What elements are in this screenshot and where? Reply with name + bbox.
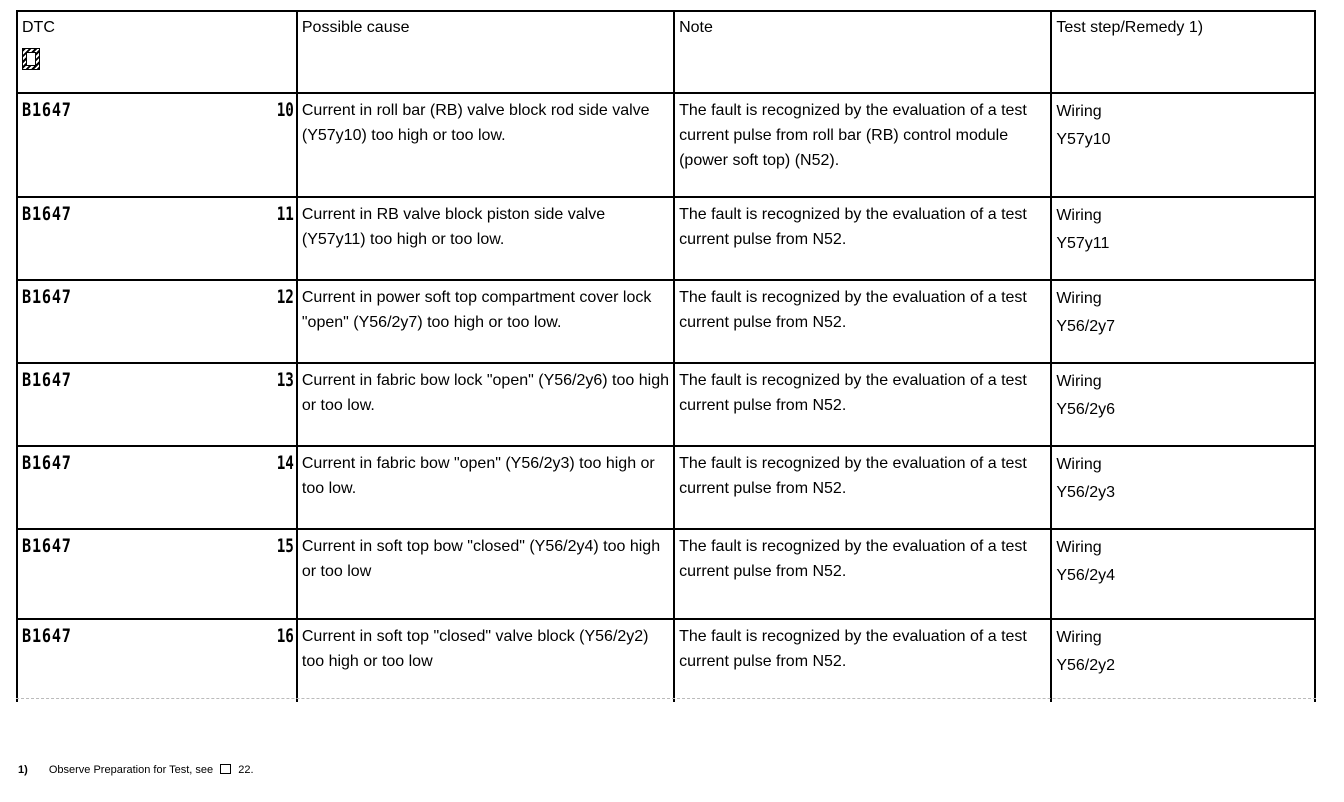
remedy-cell [1051,197,1315,280]
remedy-cell [1051,93,1315,197]
table-header-row [17,11,1315,93]
footnote-ref[interactable]: 22. [238,764,254,776]
dtc-subcode: 12 [276,286,294,308]
table-row [17,619,1315,702]
header-dtc [17,11,297,93]
table-row [17,446,1315,529]
header-dtc-label: DTC [22,19,55,36]
dtc-code: B1647 [22,369,72,391]
dtc-table [16,10,1316,702]
dtc-code: B1647 [22,535,72,557]
remedy-step[interactable]: Wiring [1056,456,1102,473]
header-remedy: Test step/Remedy 1) [1051,11,1315,93]
dtc-subcode: 16 [276,625,294,647]
dtc-code: B1647 [22,625,72,647]
cause-cell: Current in soft top bow "closed" (Y56/2y4) too high or too low [297,529,674,619]
remedy-component: Y56/2y3 [1056,484,1116,501]
table-row [17,93,1315,197]
remedy-component: Y56/2y4 [1056,567,1116,584]
footnote-text: Observe Preparation for Test, see [48,764,214,776]
remedy-step[interactable]: Wiring [1056,207,1102,224]
note-cell: The fault is recognized by the evaluation of a test current pulse from N52. [674,363,1051,446]
dtc-code: B1647 [22,286,72,308]
dtc-cell [17,619,297,702]
footnote-number: 1) [18,764,28,776]
dtc-cell [17,93,297,197]
remedy-component: Y56/2y2 [1056,657,1116,674]
remedy-cell [1051,446,1315,529]
table-row [17,363,1315,446]
remedy-step[interactable]: Wiring [1056,373,1102,390]
note-cell: The fault is recognized by the evaluation of a test current pulse from N52. [674,197,1051,280]
dtc-cell [17,280,297,363]
remedy-component: Y56/2y7 [1056,318,1116,335]
remedy-step[interactable]: Wiring [1056,539,1102,556]
table-cut-line [16,698,1316,699]
cause-cell: Current in fabric bow lock "open" (Y56/2y6) too high or too low. [297,363,674,446]
note-cell: The fault is recognized by the evaluation of a test current pulse from N52. [674,280,1051,363]
remedy-cell [1051,619,1315,702]
dtc-subcode: 15 [276,535,294,557]
book-reference-icon[interactable] [220,764,231,774]
header-note: Note [674,11,1051,93]
note-cell: The fault is recognized by the evaluation of a test current pulse from N52. [674,529,1051,619]
note-cell: The fault is recognized by the evaluation of a test current pulse from N52. [674,619,1051,702]
table-row [17,529,1315,619]
diagnosis-icon [22,48,40,70]
remedy-component: Y57y11 [1056,235,1110,252]
remedy-step[interactable]: Wiring [1056,103,1102,120]
remedy-component: Y56/2y6 [1056,401,1116,418]
remedy-step[interactable]: Wiring [1056,290,1102,307]
dtc-subcode: 10 [276,99,294,121]
dtc-subcode: 11 [276,203,294,225]
remedy-step[interactable]: Wiring [1056,629,1102,646]
remedy-cell [1051,529,1315,619]
dtc-subcode: 14 [276,452,294,474]
remedy-cell [1051,280,1315,363]
table-row [17,197,1315,280]
dtc-code: B1647 [22,99,72,121]
remedy-component: Y57y10 [1056,131,1111,148]
cause-cell: Current in roll bar (RB) valve block rod side valve (Y57y10) too high or too low. [297,93,674,197]
note-cell: The fault is recognized by the evaluation of a test current pulse from roll bar (RB) control module (power soft top) (N52). [674,93,1051,197]
table-row [17,280,1315,363]
note-cell: The fault is recognized by the evaluation of a test current pulse from N52. [674,446,1051,529]
dtc-code: B1647 [22,452,72,474]
cause-cell: Current in soft top "closed" valve block (Y56/2y2) too high or too low [297,619,674,702]
cause-cell: Current in RB valve block piston side valve (Y57y11) too high or too low. [297,197,674,280]
dtc-cell [17,363,297,446]
footnote [18,764,254,776]
cause-cell: Current in fabric bow "open" (Y56/2y3) too high or too low. [297,446,674,529]
dtc-cell [17,197,297,280]
dtc-cell [17,529,297,619]
dtc-cell [17,446,297,529]
dtc-code: B1647 [22,203,72,225]
table-body [17,93,1315,702]
cause-cell: Current in power soft top compartment cover lock "open" (Y56/2y7) too high or too low. [297,280,674,363]
remedy-cell [1051,363,1315,446]
dtc-subcode: 13 [276,369,294,391]
header-cause: Possible cause [297,11,674,93]
